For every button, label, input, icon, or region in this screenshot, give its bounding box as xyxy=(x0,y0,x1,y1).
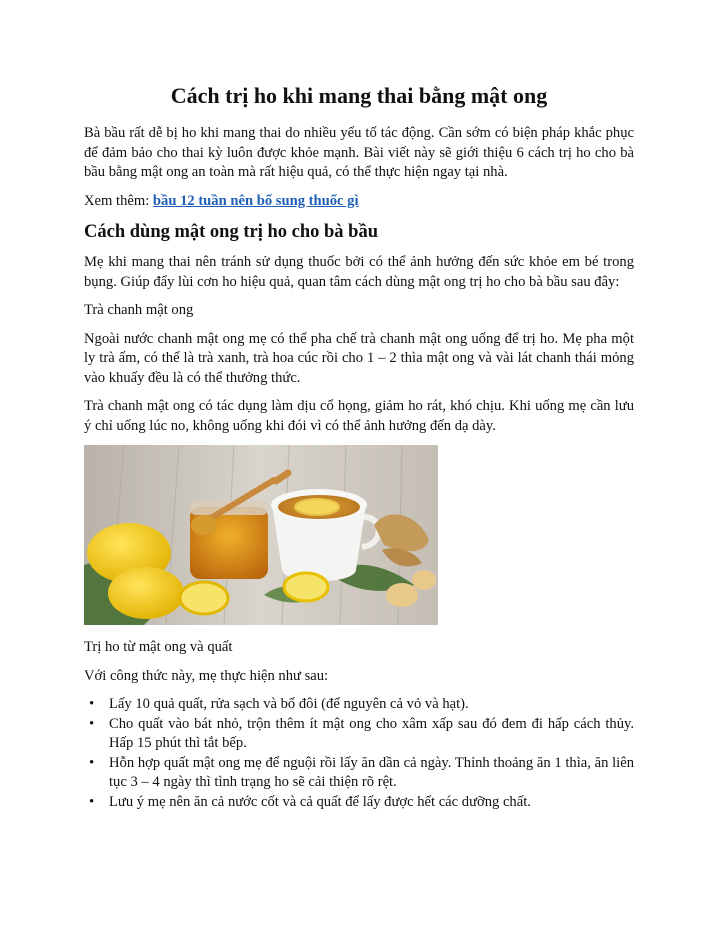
method2-lead: Với công thức này, mẹ thực hiện như sau: xyxy=(84,667,329,684)
list-item: • Hỗn hợp quất mật ong mẹ để nguội rồi lấy ăn dần cả ngày. Thỉnh thoảng ăn 1 thìa, ăn liên tục 3 – 4 ngày thì tình trạng ho sẽ cải thiện rõ rệt. xyxy=(106,754,634,793)
method1-paragraph-1: Ngoài nước chanh mật ong mẹ có thể pha chế trà chanh mật ong uống để trị ho. Mẹ pha một ly trà ấm, có thể là trà xanh, trà hoa cúc rồi cho 1 – 2 thìa mật ong và vài lát chanh thái mỏng vào khuấy đều là có thể thưởng thức. xyxy=(84,330,634,386)
method1-name: Trà chanh mật ong xyxy=(84,302,194,318)
section-heading: Cách dùng mật ong trị ho cho bà bầu xyxy=(84,222,379,242)
honey-lemon-tea-photo xyxy=(84,445,438,625)
method1-paragraph-2: Trà chanh mật ong có tác dụng làm dịu cổ họng, giảm ho rát, khó chịu. Khi uống mẹ cần lưu ý chỉ uống lúc no, không uống khi đói vì có thể ảnh hưởng đến dạ dày. xyxy=(84,398,634,434)
see-also-link[interactable]: bầu 12 tuần nên bổ sung thuốc gì xyxy=(152,192,359,209)
method2-name: Trị ho từ mật ong và quất xyxy=(84,639,233,655)
section-intro-paragraph: Mẹ khi mang thai nên tránh sử dụng thuốc bởi có thể ảnh hưởng đến sức khỏe em bé trong bụng. Giúp đẩy lùi cơn ho hiệu quả, quan tâm cách dùng mật ong trị ho cho bà bầu sau đây: xyxy=(84,254,634,290)
list-item: • Lấy 10 quả quất, rửa sạch và bổ đôi (để nguyên cả vỏ và hạt). xyxy=(106,695,634,715)
see-also-prefix: Xem thêm: xyxy=(84,192,153,209)
see-also-line xyxy=(84,192,634,212)
list-item: • Lưu ý mẹ nên ăn cả nước cốt và cả quất để lấy được hết các dưỡng chất. xyxy=(106,793,634,813)
page-title: Cách trị ho khi mang thai bằng mật ong xyxy=(170,83,548,108)
list-item: • Cho quất vào bát nhỏ, trộn thêm ít mật ong cho xâm xấp sau đó đem đi hấp cách thủy. Hấp 15 phút thì tắt bếp. xyxy=(106,715,634,754)
intro-paragraph: Bà bầu rất dễ bị ho khi mang thai do nhiều yếu tố tác động. Cần sớm có biện pháp khắc phục để đảm bảo cho thai kỳ luôn được khỏe mạnh. Bài viết này sẽ giới thiệu 6 cách trị ho cho bà bầu bằng mật ong an toàn mà rất hiệu quả, có thể thực hiện ngay tại nhà. xyxy=(84,125,634,180)
method2-steps-list xyxy=(84,695,634,812)
